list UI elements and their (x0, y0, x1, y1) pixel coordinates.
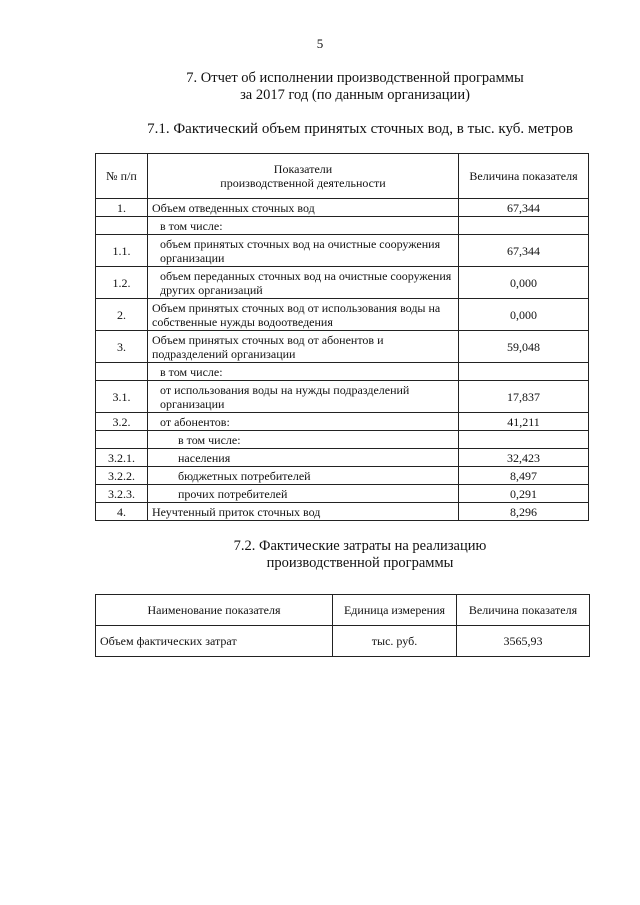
row-name: Объем фактических затрат (96, 626, 333, 657)
row-num: 3. (96, 331, 148, 363)
row-indicator: бюджетных потребителей (148, 467, 459, 485)
row-num (96, 363, 148, 381)
table1-title: 7.1. Фактический объем принятых сточных вод, в тыс. куб. метров (147, 121, 573, 137)
table-row (96, 467, 589, 485)
row-indicator: Объем отведенных сточных вод (148, 199, 459, 217)
row-value: 17,837 (459, 381, 589, 413)
table-row (96, 413, 589, 431)
wastewater-volume-table (95, 153, 589, 521)
row-indicator: от использования воды на нужды подразделений организации (148, 381, 459, 413)
table-row (96, 267, 589, 299)
row-indicator: в том числе: (148, 431, 459, 449)
row-num: 3.2.1. (96, 449, 148, 467)
table-row (96, 626, 590, 657)
row-indicator: Объем принятых сточных вод от использования воды на собственные нужды водоотведения (148, 299, 459, 331)
table-row (96, 431, 589, 449)
row-num: 3.2.3. (96, 485, 148, 503)
row-num: 1.1. (96, 235, 148, 267)
table-row (96, 485, 589, 503)
table-row (96, 363, 589, 381)
row-indicator: от абонентов: (148, 413, 459, 431)
row-indicator: в том числе: (148, 217, 459, 235)
page-number: 5 (316, 36, 324, 51)
row-indicator: в том числе: (148, 363, 459, 381)
header-unit: Единица измерения (333, 595, 457, 626)
table-row (96, 381, 589, 413)
table2-title-line2: производственной программы (266, 555, 454, 571)
row-num: 3.1. (96, 381, 148, 413)
row-value: 8,497 (459, 467, 589, 485)
table-row (96, 449, 589, 467)
header-value: Величина показателя (459, 154, 589, 199)
row-indicator: объем переданных сточных вод на очистные сооружения других организаций (148, 267, 459, 299)
table-row (96, 199, 589, 217)
header-value: Величина показателя (457, 595, 590, 626)
header-indicator-line2: производственной деятельности (220, 176, 386, 190)
row-value (459, 363, 589, 381)
row-unit: тыс. руб. (333, 626, 457, 657)
row-value (459, 217, 589, 235)
row-value: 67,344 (459, 199, 589, 217)
header-indicator (148, 154, 459, 199)
table-row (96, 503, 589, 521)
row-num: 3.2.2. (96, 467, 148, 485)
row-num: 3.2. (96, 413, 148, 431)
row-value (459, 431, 589, 449)
section-title (150, 70, 560, 104)
row-value: 59,048 (459, 331, 589, 363)
header-indicator-line1: Показатели (273, 162, 333, 176)
table-row (96, 331, 589, 363)
actual-costs-table (95, 594, 590, 657)
table-row (96, 299, 589, 331)
row-value: 67,344 (459, 235, 589, 267)
row-value: 3565,93 (457, 626, 590, 657)
row-num: 4. (96, 503, 148, 521)
row-indicator: прочих потребителей (148, 485, 459, 503)
row-value: 8,296 (459, 503, 589, 521)
row-num (96, 431, 148, 449)
row-indicator: Объем принятых сточных вод от абонентов и подразделений организации (148, 331, 459, 363)
row-value: 41,211 (459, 413, 589, 431)
row-indicator: населения (148, 449, 459, 467)
section-title-line2: за 2017 год (по данным организации) (240, 87, 470, 103)
row-num: 1.2. (96, 267, 148, 299)
header-num: № п/п (96, 154, 148, 199)
row-num (96, 217, 148, 235)
table-row (96, 217, 589, 235)
row-indicator: Неучтенный приток сточных вод (148, 503, 459, 521)
header-name: Наименование показателя (96, 595, 333, 626)
table-header-row (96, 595, 590, 626)
row-value: 0,291 (459, 485, 589, 503)
table2-title (180, 538, 540, 572)
table2-title-line1: 7.2. Фактические затраты на реализацию (233, 538, 487, 554)
row-value: 0,000 (459, 267, 589, 299)
row-indicator: объем принятых сточных вод на очистные сооружения организации (148, 235, 459, 267)
row-num: 2. (96, 299, 148, 331)
section-title-line1: 7. Отчет об исполнении производственной программы (186, 70, 524, 86)
row-value: 0,000 (459, 299, 589, 331)
row-value: 32,423 (459, 449, 589, 467)
table-header-row (96, 154, 589, 199)
row-num: 1. (96, 199, 148, 217)
table-row (96, 235, 589, 267)
